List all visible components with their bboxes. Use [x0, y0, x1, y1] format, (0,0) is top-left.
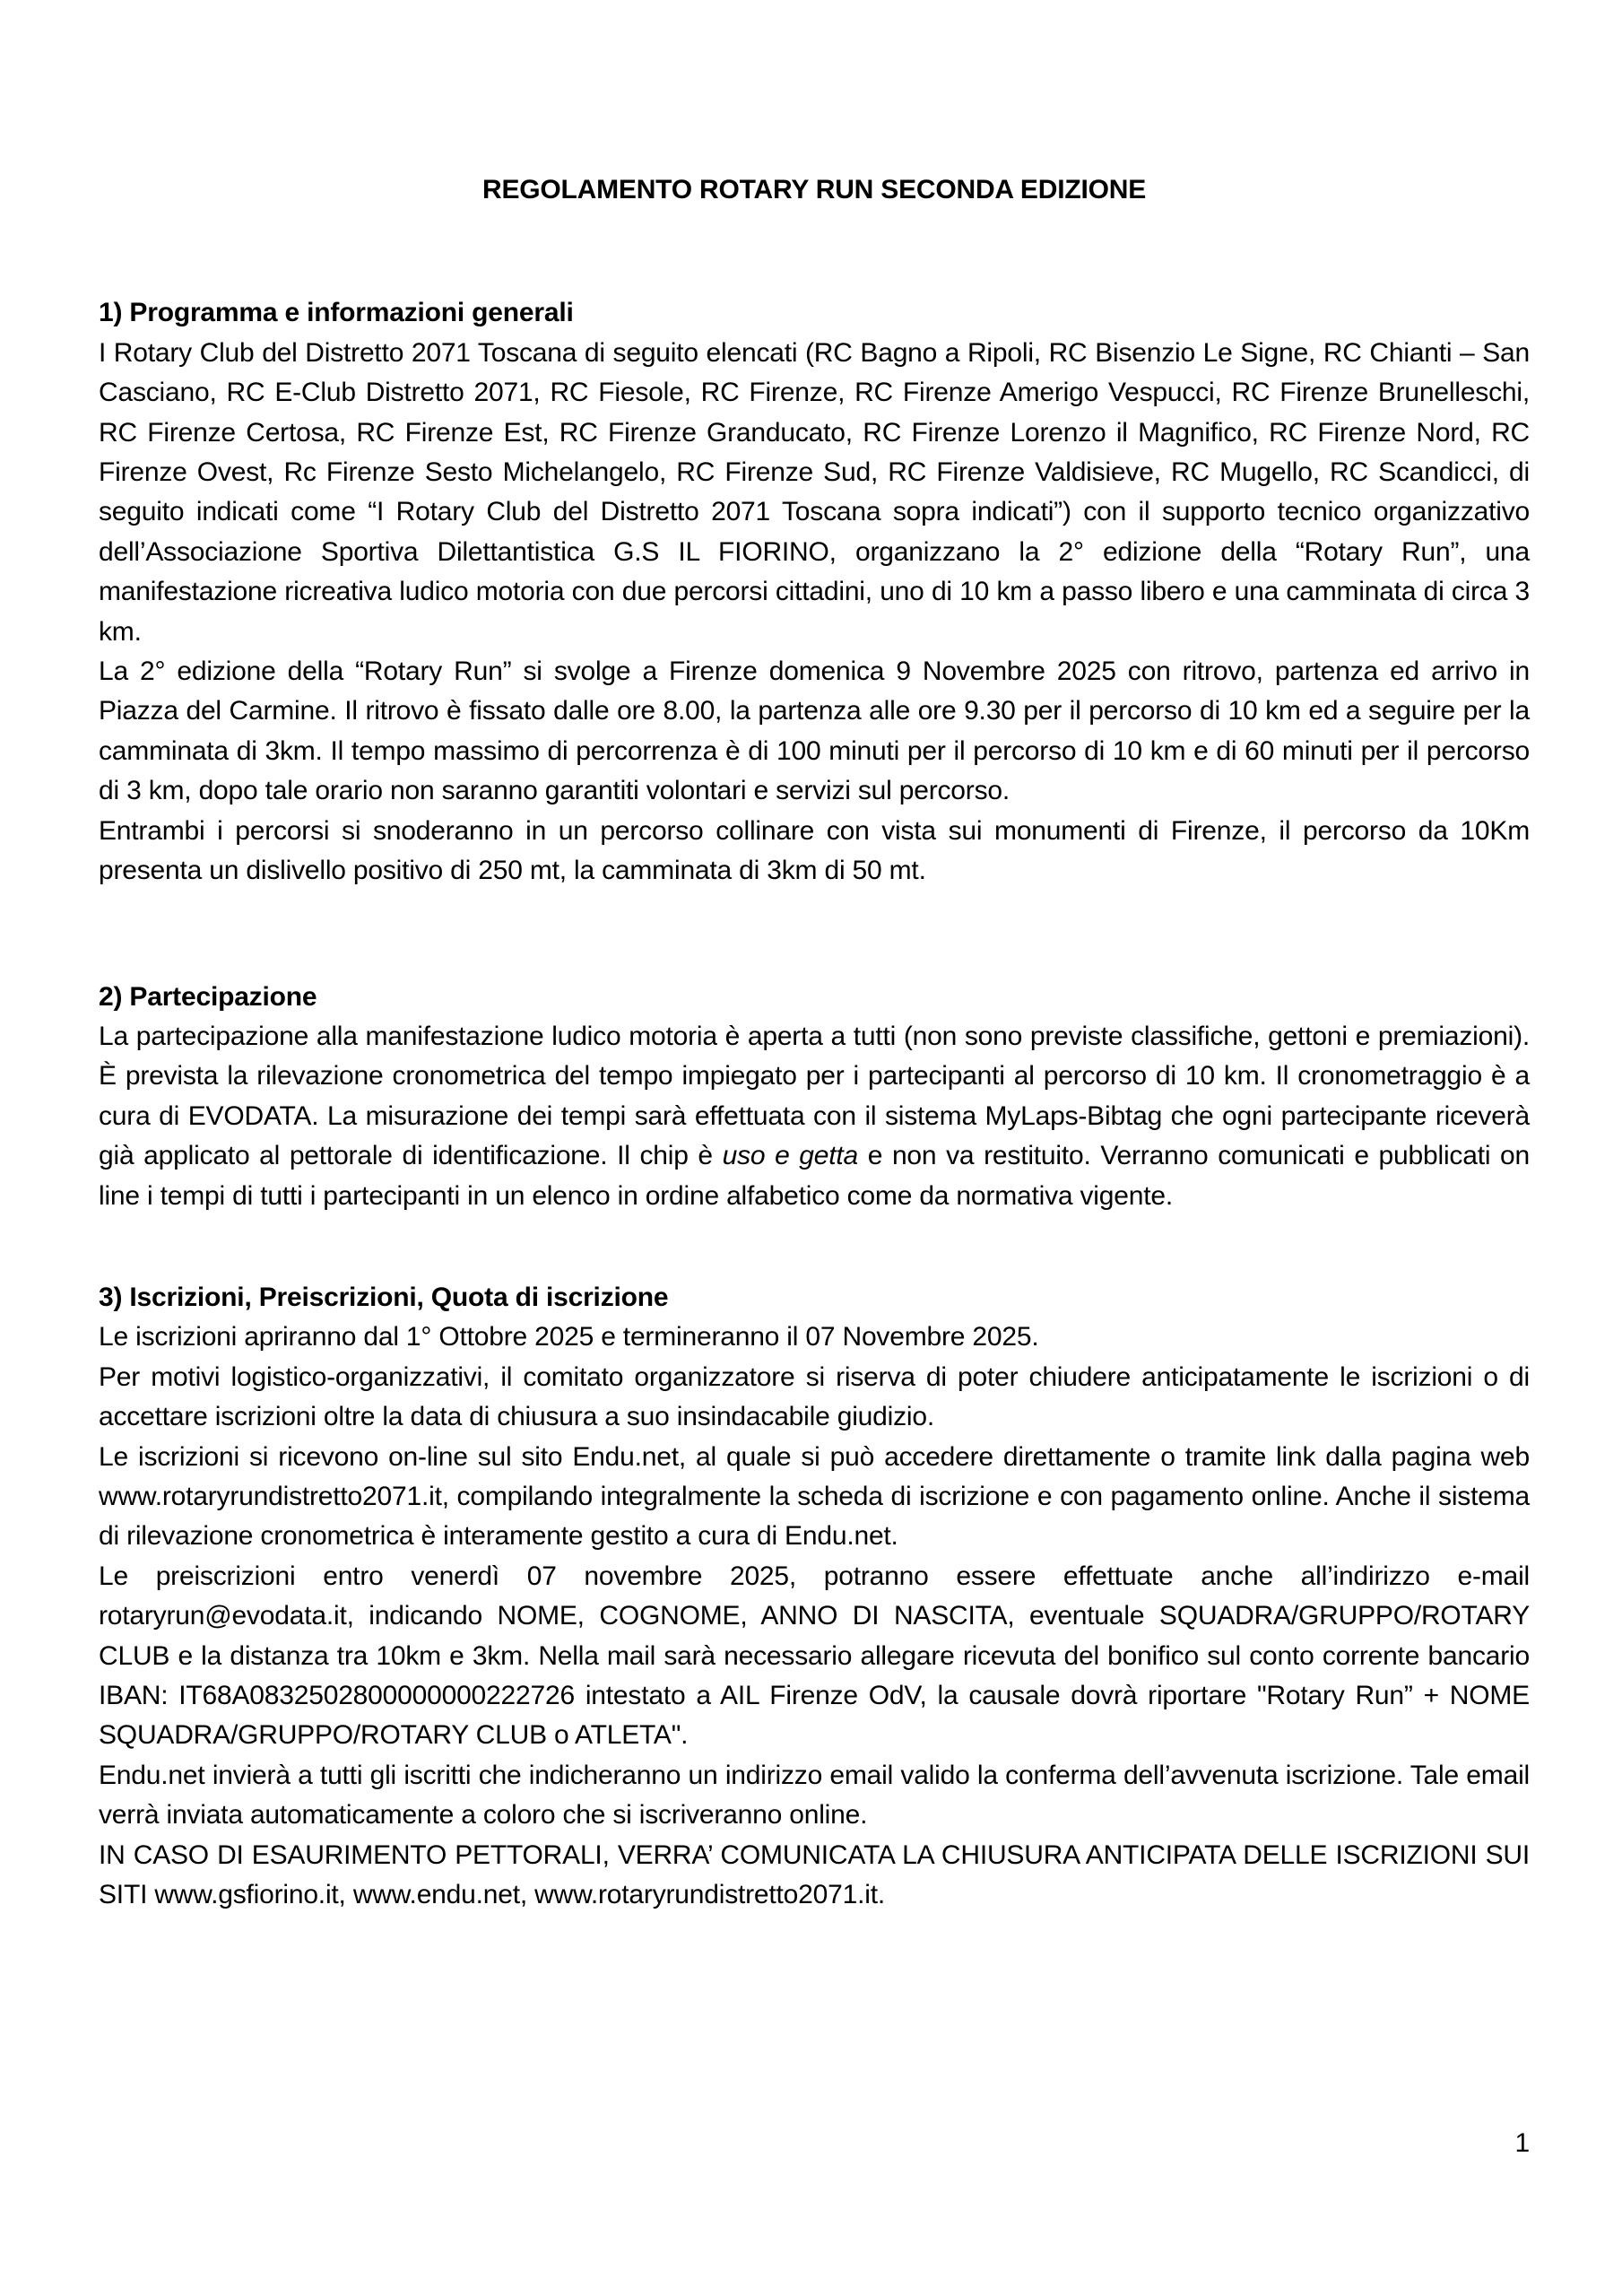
paragraph-confirmation-email: Endu.net invierà a tutti gli iscritti che indicheranno un indirizzo email valido la conferma dell’avvenuta iscrizione. Tale email verrà inviata automaticamente a coloro che si iscriveranno online.: [99, 1760, 1530, 1831]
paragraph-email-preregistration: Le preiscrizioni entro venerdì 07 novembre 2025, potranno essere effettuate anche all’indirizzo e-mail rotaryrun@evodata.it, indicando NOME, COGNOME, ANNO DI NASCITA, eventuale SQUADRA/GRUPPO/ROTARY CLUB e la distanza tra 10km e 3km. Nella mail sarà necessario allegare ricevuta del bonifico sul conto corrente bancario IBAN: IT68A0832502800000000222726 intestato a AIL Firenze OdV, la causale dovrà riportare "Rotary Run” + NOME SQUADRA/GRUPPO/ROTARY CLUB o ATLETA".: [99, 1561, 1530, 1751]
paragraph-clubs-list: I Rotary Club del Distretto 2071 Toscana di seguito elencati (RC Bagno a Ripoli, RC Bisenzio Le Signe, RC Chianti – San Casciano, RC E-Club Distretto 2071, RC Fiesole, RC Firenze, RC Firenze Amerigo Vespucci, RC Firenze Brunelleschi, RC Firenze Certosa, RC Firenze Est, RC Firenze Granducato, RC Firenze Lorenzo il Magnifico, RC Firenze Nord, RC Firenze Ovest, Rc Firenze Sesto Michelangelo, RC Firenze Sud, RC Firenze Valdisieve, RC Mugello, RC Scandicci, di seguito indicati come “I Rotary Club del Distretto 2071 Toscana sopra indicati”) con il supporto tecnico organizzativo dell’Associazione Sportiva Dilettantistica G.S IL FIORINO, organizzano la 2° edizione della “Rotary Run”, una manifestazione ricreativa ludico motoria con due percorsi cittadini, uno di 10 km a passo libero e una camminata di circa 3 km.: [99, 337, 1530, 647]
paragraph-event-details: La 2° edizione della “Rotary Run” si svolge a Firenze domenica 9 Novembre 2025 con ritrovo, partenza ed arrivo in Piazza del Carmine. Il ritrovo è fissato dalle ore 8.00, la partenza alle ore 9.30 per il percorso di 10 km ed a seguire per la camminata di 3km. Il tempo massimo di percorrenza è di 100 minuti per il percorso di 10 km e di 60 minuti per il percorso di 3 km, dopo tale orario non saranno garantiti volontari e servizi sul percorso.: [99, 657, 1530, 806]
paragraph-registration-closure: Per motivi logistico-organizzativi, il comitato organizzatore si riserva di poter chiudere anticipatamente le iscrizioni o di accettare iscrizioni oltre la data di chiusura a suo insindacabile giudizio.: [99, 1361, 1530, 1432]
paragraph-bib-exhaustion-notice: IN CASO DI ESAURIMENTO PETTORALI, VERRA’ COMUNICATA LA CHIUSURA ANTICIPATA DELLE ISCRIZIONI SUI SITI www.gsfiorino.it, www.endu.net, www.rotaryrundistretto2071.it.: [99, 1839, 1530, 1910]
section-partecipazione: [99, 978, 1530, 1216]
paragraph-participation: [99, 1017, 1530, 1216]
section-2-heading: 2) Partecipazione: [99, 981, 317, 1012]
section-3-heading: 3) Iscrizioni, Preiscrizioni, Quota di iscrizione: [99, 1282, 669, 1312]
paragraph-online-registration: Le iscrizioni si ricevono on-line sul sito Endu.net, al quale si può accedere direttamente o tramite link dalla pagina web www.rotaryrundistretto2071.it, compilando integralmente la scheda di iscrizione e con pagamento online. Anche il sistema di rilevazione cronometrica è interamente gestito a cura di Endu.net.: [99, 1441, 1530, 1552]
participation-text-before: La partecipazione alla manifestazione ludico motoria è aperta a tutti (non sono previste classifiche, gettoni e premiazioni). È prevista la rilevazione cronometrica del tempo impiegato per i partecipanti al percorso di 10 km. Il cronometraggio è a cura di EVODATA. La misurazione dei tempi sarà effettuata con il sistema MyLaps-Bibtag che ogni partecipante riceverà già applicato al pettorale di identificazione. Il chip è: [99, 1021, 1530, 1171]
document-title: REGOLAMENTO ROTARY RUN SECONDA EDIZIONE: [481, 175, 1147, 204]
italic-phrase-uso-e-getta: uso e getta: [722, 1141, 859, 1171]
section-programma: [99, 293, 1530, 891]
paragraph-registration-dates: Le iscrizioni apriranno dal 1° Ottobre 2025 e termineranno il 07 Novembre 2025.: [99, 1322, 1039, 1352]
section-1-heading: 1) Programma e informazioni generali: [99, 298, 574, 328]
page-number: 1: [1514, 2128, 1530, 2158]
section-iscrizioni: [99, 1278, 1530, 1916]
participation-text-after: e non va restituito. Verranno comunicati e pubblicati on line i tempi di tutti i partecipanti in un elenco in ordine alfabetico come da normativa vigente.: [99, 1141, 1530, 1211]
document-content: [99, 0, 1530, 1915]
paragraph-course-profile: Entrambi i percorsi si snoderanno in un percorso collinare con vista sui monumenti di Firenze, il percorso da 10Km presenta un dislivello positivo di 250 mt, la camminata di 3km di 50 mt.: [99, 815, 1530, 886]
